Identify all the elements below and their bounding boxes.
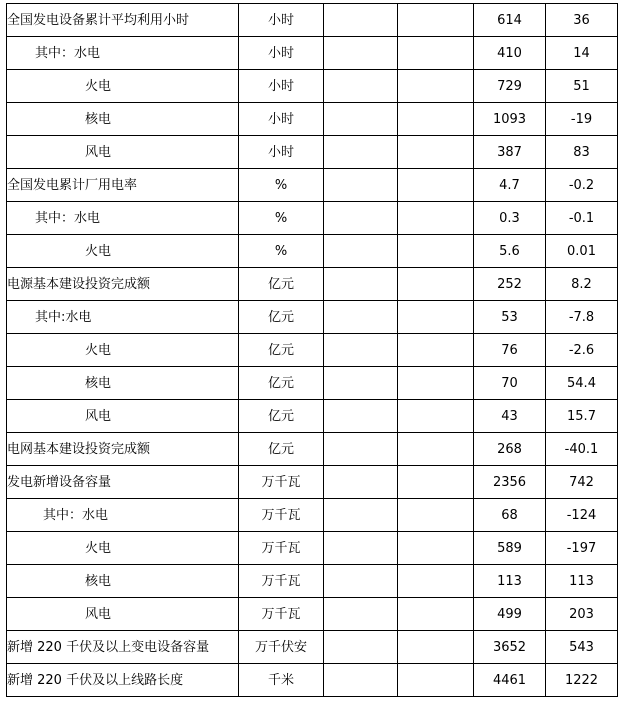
blank-cell xyxy=(324,631,398,664)
change-cell: -7.8 xyxy=(546,301,618,334)
value-cell: 5.6 xyxy=(474,235,546,268)
change-cell: -40.1 xyxy=(546,433,618,466)
blank-cell xyxy=(324,565,398,598)
value-cell: 252 xyxy=(474,268,546,301)
value-cell: 53 xyxy=(474,301,546,334)
blank-cell xyxy=(398,301,474,334)
table-row xyxy=(7,268,618,301)
change-cell: 543 xyxy=(546,631,618,664)
value-cell: 43 xyxy=(474,400,546,433)
blank-cell xyxy=(324,202,398,235)
change-cell: 0.01 xyxy=(546,235,618,268)
unit-cell: 小时 xyxy=(239,70,324,103)
item-cell: 火电 xyxy=(7,532,239,565)
value-cell: 68 xyxy=(474,499,546,532)
blank-cell xyxy=(398,37,474,70)
item-cell: 风电 xyxy=(7,598,239,631)
unit-cell: 亿元 xyxy=(239,433,324,466)
value-cell: 499 xyxy=(474,598,546,631)
item-cell: 火电 xyxy=(7,70,239,103)
unit-cell: 亿元 xyxy=(239,334,324,367)
value-cell: 0.3 xyxy=(474,202,546,235)
item-cell: 新增 220 千伏及以上线路长度 xyxy=(7,664,239,697)
blank-cell xyxy=(398,466,474,499)
item-cell: 风电 xyxy=(7,136,239,169)
blank-cell xyxy=(324,499,398,532)
table-row xyxy=(7,301,618,334)
blank-cell xyxy=(398,4,474,37)
unit-cell: 亿元 xyxy=(239,400,324,433)
change-cell: 203 xyxy=(546,598,618,631)
table-row xyxy=(7,235,618,268)
value-cell: 729 xyxy=(474,70,546,103)
item-cell: 其中：水电 xyxy=(7,202,239,235)
blank-cell xyxy=(398,664,474,697)
table-row xyxy=(7,598,618,631)
blank-cell xyxy=(398,268,474,301)
value-cell: 3652 xyxy=(474,631,546,664)
blank-cell xyxy=(324,70,398,103)
change-cell: 8.2 xyxy=(546,268,618,301)
unit-cell: 千米 xyxy=(239,664,324,697)
table-row xyxy=(7,400,618,433)
value-cell: 1093 xyxy=(474,103,546,136)
change-cell: 14 xyxy=(546,37,618,70)
blank-cell xyxy=(398,136,474,169)
table-row xyxy=(7,499,618,532)
unit-cell: 小时 xyxy=(239,136,324,169)
blank-cell xyxy=(324,466,398,499)
blank-cell xyxy=(324,433,398,466)
item-cell: 其中：水电 xyxy=(7,499,239,532)
change-cell: -2.6 xyxy=(546,334,618,367)
change-cell: 83 xyxy=(546,136,618,169)
blank-cell xyxy=(398,70,474,103)
blank-cell xyxy=(324,334,398,367)
item-cell: 全国发电设备累计平均利用小时 xyxy=(7,4,239,37)
blank-cell xyxy=(324,301,398,334)
blank-cell xyxy=(398,499,474,532)
unit-cell: 亿元 xyxy=(239,268,324,301)
item-cell: 风电 xyxy=(7,400,239,433)
statistics-table xyxy=(6,3,618,697)
value-cell: 4.7 xyxy=(474,169,546,202)
blank-cell xyxy=(398,334,474,367)
blank-cell xyxy=(398,202,474,235)
unit-cell: 小时 xyxy=(239,103,324,136)
table-row xyxy=(7,4,618,37)
table-row xyxy=(7,334,618,367)
table-row xyxy=(7,202,618,235)
value-cell: 268 xyxy=(474,433,546,466)
unit-cell: 万千瓦 xyxy=(239,598,324,631)
blank-cell xyxy=(398,433,474,466)
blank-cell xyxy=(324,4,398,37)
change-cell: -19 xyxy=(546,103,618,136)
table-row xyxy=(7,367,618,400)
value-cell: 70 xyxy=(474,367,546,400)
blank-cell xyxy=(398,367,474,400)
item-cell: 其中:水电 xyxy=(7,301,239,334)
change-cell: 36 xyxy=(546,4,618,37)
unit-cell: % xyxy=(239,235,324,268)
item-cell: 新增 220 千伏及以上变电设备容量 xyxy=(7,631,239,664)
blank-cell xyxy=(324,400,398,433)
table-row xyxy=(7,136,618,169)
blank-cell xyxy=(398,631,474,664)
value-cell: 589 xyxy=(474,532,546,565)
table-row xyxy=(7,664,618,697)
blank-cell xyxy=(398,235,474,268)
change-cell: 1222 xyxy=(546,664,618,697)
blank-cell xyxy=(398,103,474,136)
blank-cell xyxy=(324,136,398,169)
unit-cell: % xyxy=(239,202,324,235)
item-cell: 发电新增设备容量 xyxy=(7,466,239,499)
change-cell: 742 xyxy=(546,466,618,499)
table-row xyxy=(7,631,618,664)
item-cell: 火电 xyxy=(7,235,239,268)
value-cell: 614 xyxy=(474,4,546,37)
item-cell: 火电 xyxy=(7,334,239,367)
item-cell: 其中：水电 xyxy=(7,37,239,70)
value-cell: 113 xyxy=(474,565,546,598)
table-row xyxy=(7,37,618,70)
table-body xyxy=(7,4,618,697)
item-cell: 核电 xyxy=(7,103,239,136)
value-cell: 76 xyxy=(474,334,546,367)
blank-cell xyxy=(324,598,398,631)
change-cell: -0.2 xyxy=(546,169,618,202)
blank-cell xyxy=(398,169,474,202)
unit-cell: 小时 xyxy=(239,4,324,37)
blank-cell xyxy=(324,169,398,202)
change-cell: 54.4 xyxy=(546,367,618,400)
unit-cell: 万千瓦 xyxy=(239,565,324,598)
blank-cell xyxy=(398,565,474,598)
table-row xyxy=(7,565,618,598)
unit-cell: 万千瓦 xyxy=(239,499,324,532)
item-cell: 电源基本建设投资完成额 xyxy=(7,268,239,301)
blank-cell xyxy=(398,532,474,565)
change-cell: 15.7 xyxy=(546,400,618,433)
change-cell: -0.1 xyxy=(546,202,618,235)
table-row xyxy=(7,169,618,202)
change-cell: -124 xyxy=(546,499,618,532)
unit-cell: 亿元 xyxy=(239,367,324,400)
table-row xyxy=(7,532,618,565)
blank-cell xyxy=(324,37,398,70)
unit-cell: 小时 xyxy=(239,37,324,70)
value-cell: 410 xyxy=(474,37,546,70)
blank-cell xyxy=(398,400,474,433)
table-row xyxy=(7,103,618,136)
unit-cell: 万千伏安 xyxy=(239,631,324,664)
blank-cell xyxy=(324,367,398,400)
blank-cell xyxy=(324,103,398,136)
item-cell: 全国发电累计厂用电率 xyxy=(7,169,239,202)
unit-cell: % xyxy=(239,169,324,202)
blank-cell xyxy=(324,532,398,565)
blank-cell xyxy=(324,268,398,301)
change-cell: 113 xyxy=(546,565,618,598)
table-row xyxy=(7,466,618,499)
value-cell: 387 xyxy=(474,136,546,169)
blank-cell xyxy=(398,598,474,631)
table-row xyxy=(7,433,618,466)
unit-cell: 万千瓦 xyxy=(239,466,324,499)
item-cell: 核电 xyxy=(7,565,239,598)
blank-cell xyxy=(324,235,398,268)
item-cell: 核电 xyxy=(7,367,239,400)
value-cell: 2356 xyxy=(474,466,546,499)
unit-cell: 万千瓦 xyxy=(239,532,324,565)
blank-cell xyxy=(324,664,398,697)
item-cell: 电网基本建设投资完成额 xyxy=(7,433,239,466)
unit-cell: 亿元 xyxy=(239,301,324,334)
table-row xyxy=(7,70,618,103)
change-cell: -197 xyxy=(546,532,618,565)
change-cell: 51 xyxy=(546,70,618,103)
value-cell: 4461 xyxy=(474,664,546,697)
